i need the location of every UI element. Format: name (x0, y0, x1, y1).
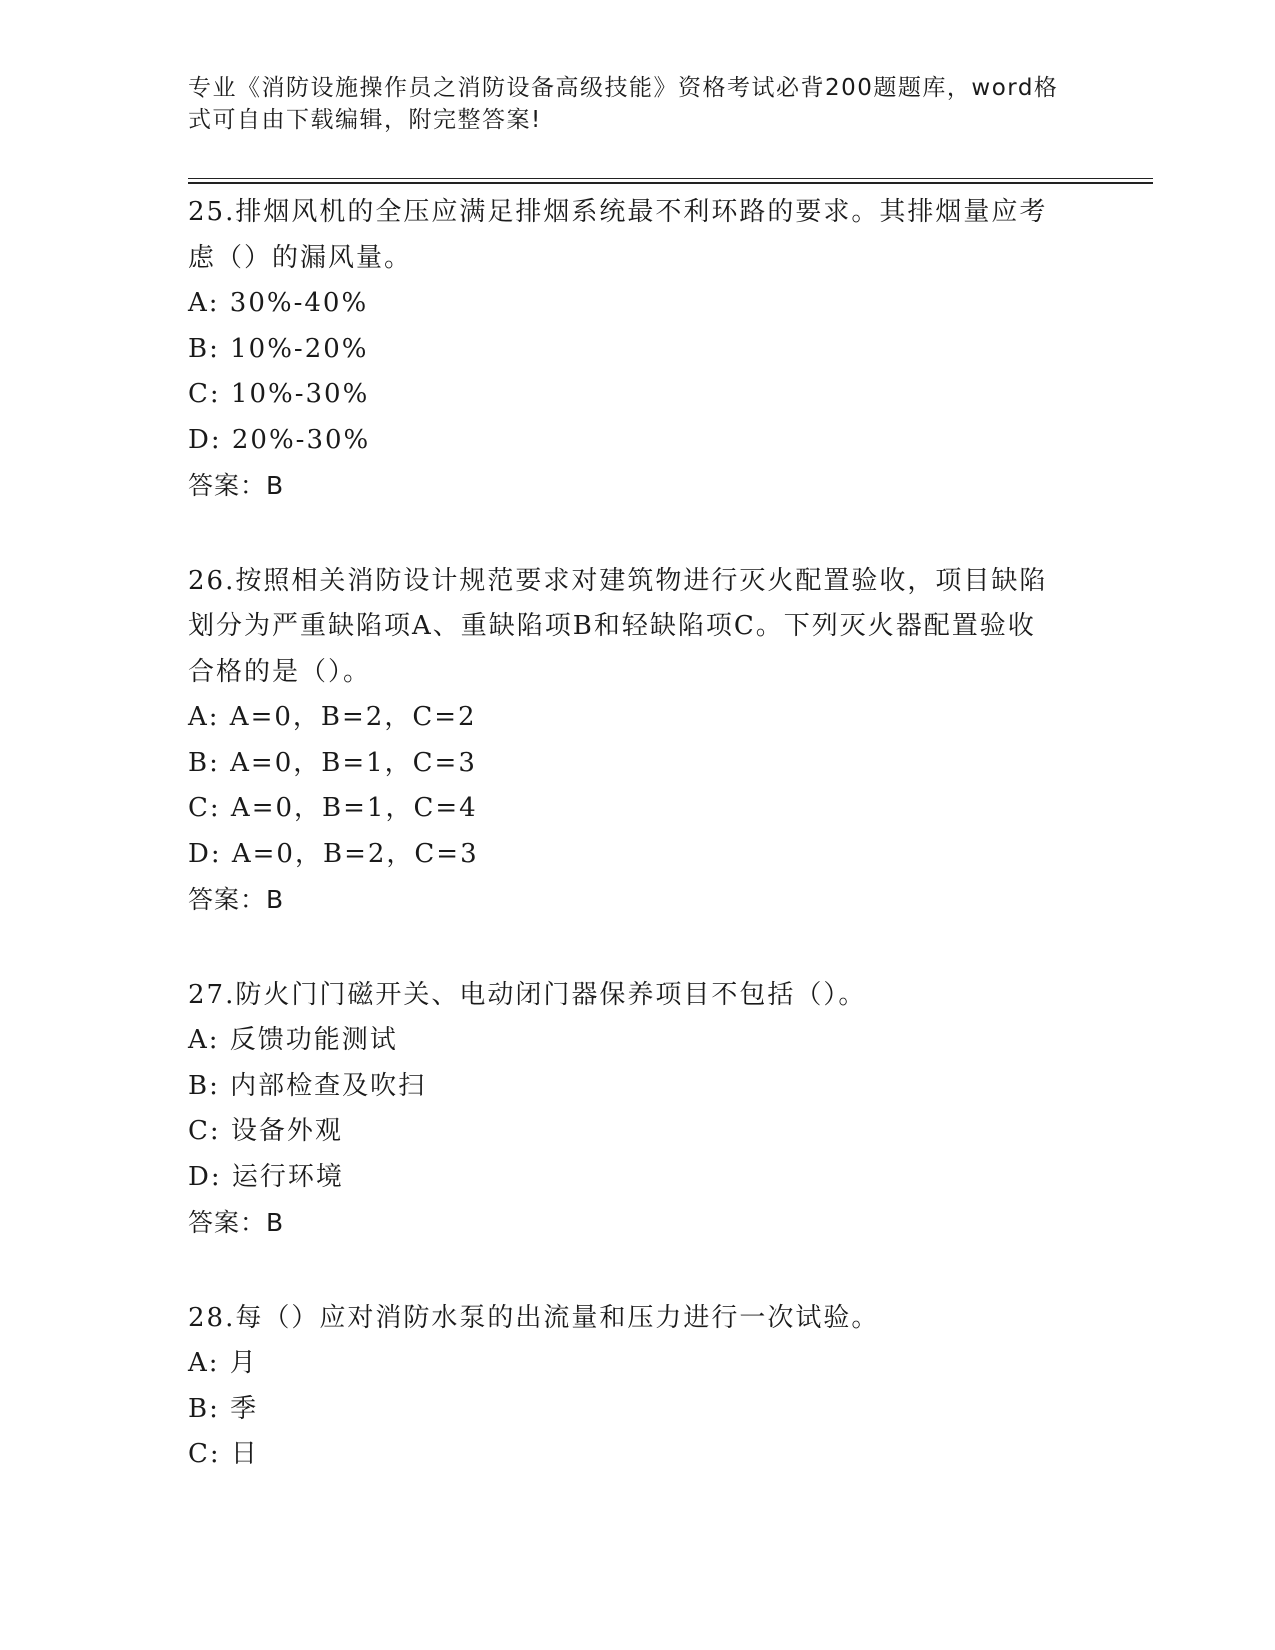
question-text-line: 25.排烟风机的全压应满足排烟系统最不利环路的要求。其排烟量应考 (188, 197, 1048, 227)
question-text (188, 973, 1088, 1019)
option-d: D: 20%-30% (188, 424, 371, 455)
option-a: A: 30%-40% (188, 288, 369, 318)
question-text-line: 26.按照相关消防设计规范要求对建筑物进行灭火配置验收，项目缺陷 (188, 565, 1048, 596)
option-a: A: 反馈功能测试 (188, 1025, 398, 1055)
question-27 (188, 973, 1088, 1246)
option-b: B: A=0，B=1，C=3 (188, 747, 477, 778)
option-a: A: 月 (188, 1348, 258, 1378)
header-divider-thick (188, 182, 1153, 184)
question-text-line: 合格的是（）。 (188, 656, 372, 687)
answer: 答案：B (188, 471, 285, 500)
question-text (188, 1296, 1088, 1342)
question-text-line: 28.每（）应对消防水泵的出流量和压力进行一次试验。 (188, 1302, 880, 1333)
question-text-line: 虑（）的漏风量。 (188, 242, 413, 273)
option-d: D: A=0，B=2，C=3 (188, 838, 479, 869)
question-list (188, 190, 1088, 1528)
question-28 (188, 1296, 1088, 1478)
document-header (188, 72, 1068, 136)
header-divider-thin (188, 178, 1153, 179)
header-line-1: 专业《消防设施操作员之消防设备高级技能》资格考试必背200题题库，word格 (188, 75, 1059, 101)
answer: 答案：B (188, 885, 285, 914)
question-text (188, 559, 1088, 696)
question-text (188, 190, 1088, 281)
option-c: C: A=0，B=1，C=4 (188, 793, 478, 823)
option-b: B: 内部检查及吹扫 (188, 1070, 427, 1101)
option-c: C: 日 (188, 1439, 259, 1469)
question-text-line: 27.防火门门磁开关、电动闭门器保养项目不包括（）。 (188, 979, 867, 1010)
answer: 答案：B (188, 1208, 285, 1237)
question-26 (188, 559, 1088, 923)
question-text-line: 划分为严重缺陷项A、重缺陷项B和轻缺陷项C。下列灭火器配置验收 (188, 611, 1036, 641)
question-25 (188, 190, 1088, 509)
option-c: C: 设备外观 (188, 1116, 343, 1146)
option-b: B: 季 (188, 1393, 259, 1424)
header-line-2: 式可自由下载编辑，附完整答案! (188, 107, 542, 133)
option-c: C: 10%-30% (188, 379, 370, 409)
option-b: B: 10%-20% (188, 333, 369, 364)
option-a: A: A=0，B=2，C=2 (188, 702, 477, 732)
option-d: D: 运行环境 (188, 1161, 344, 1192)
